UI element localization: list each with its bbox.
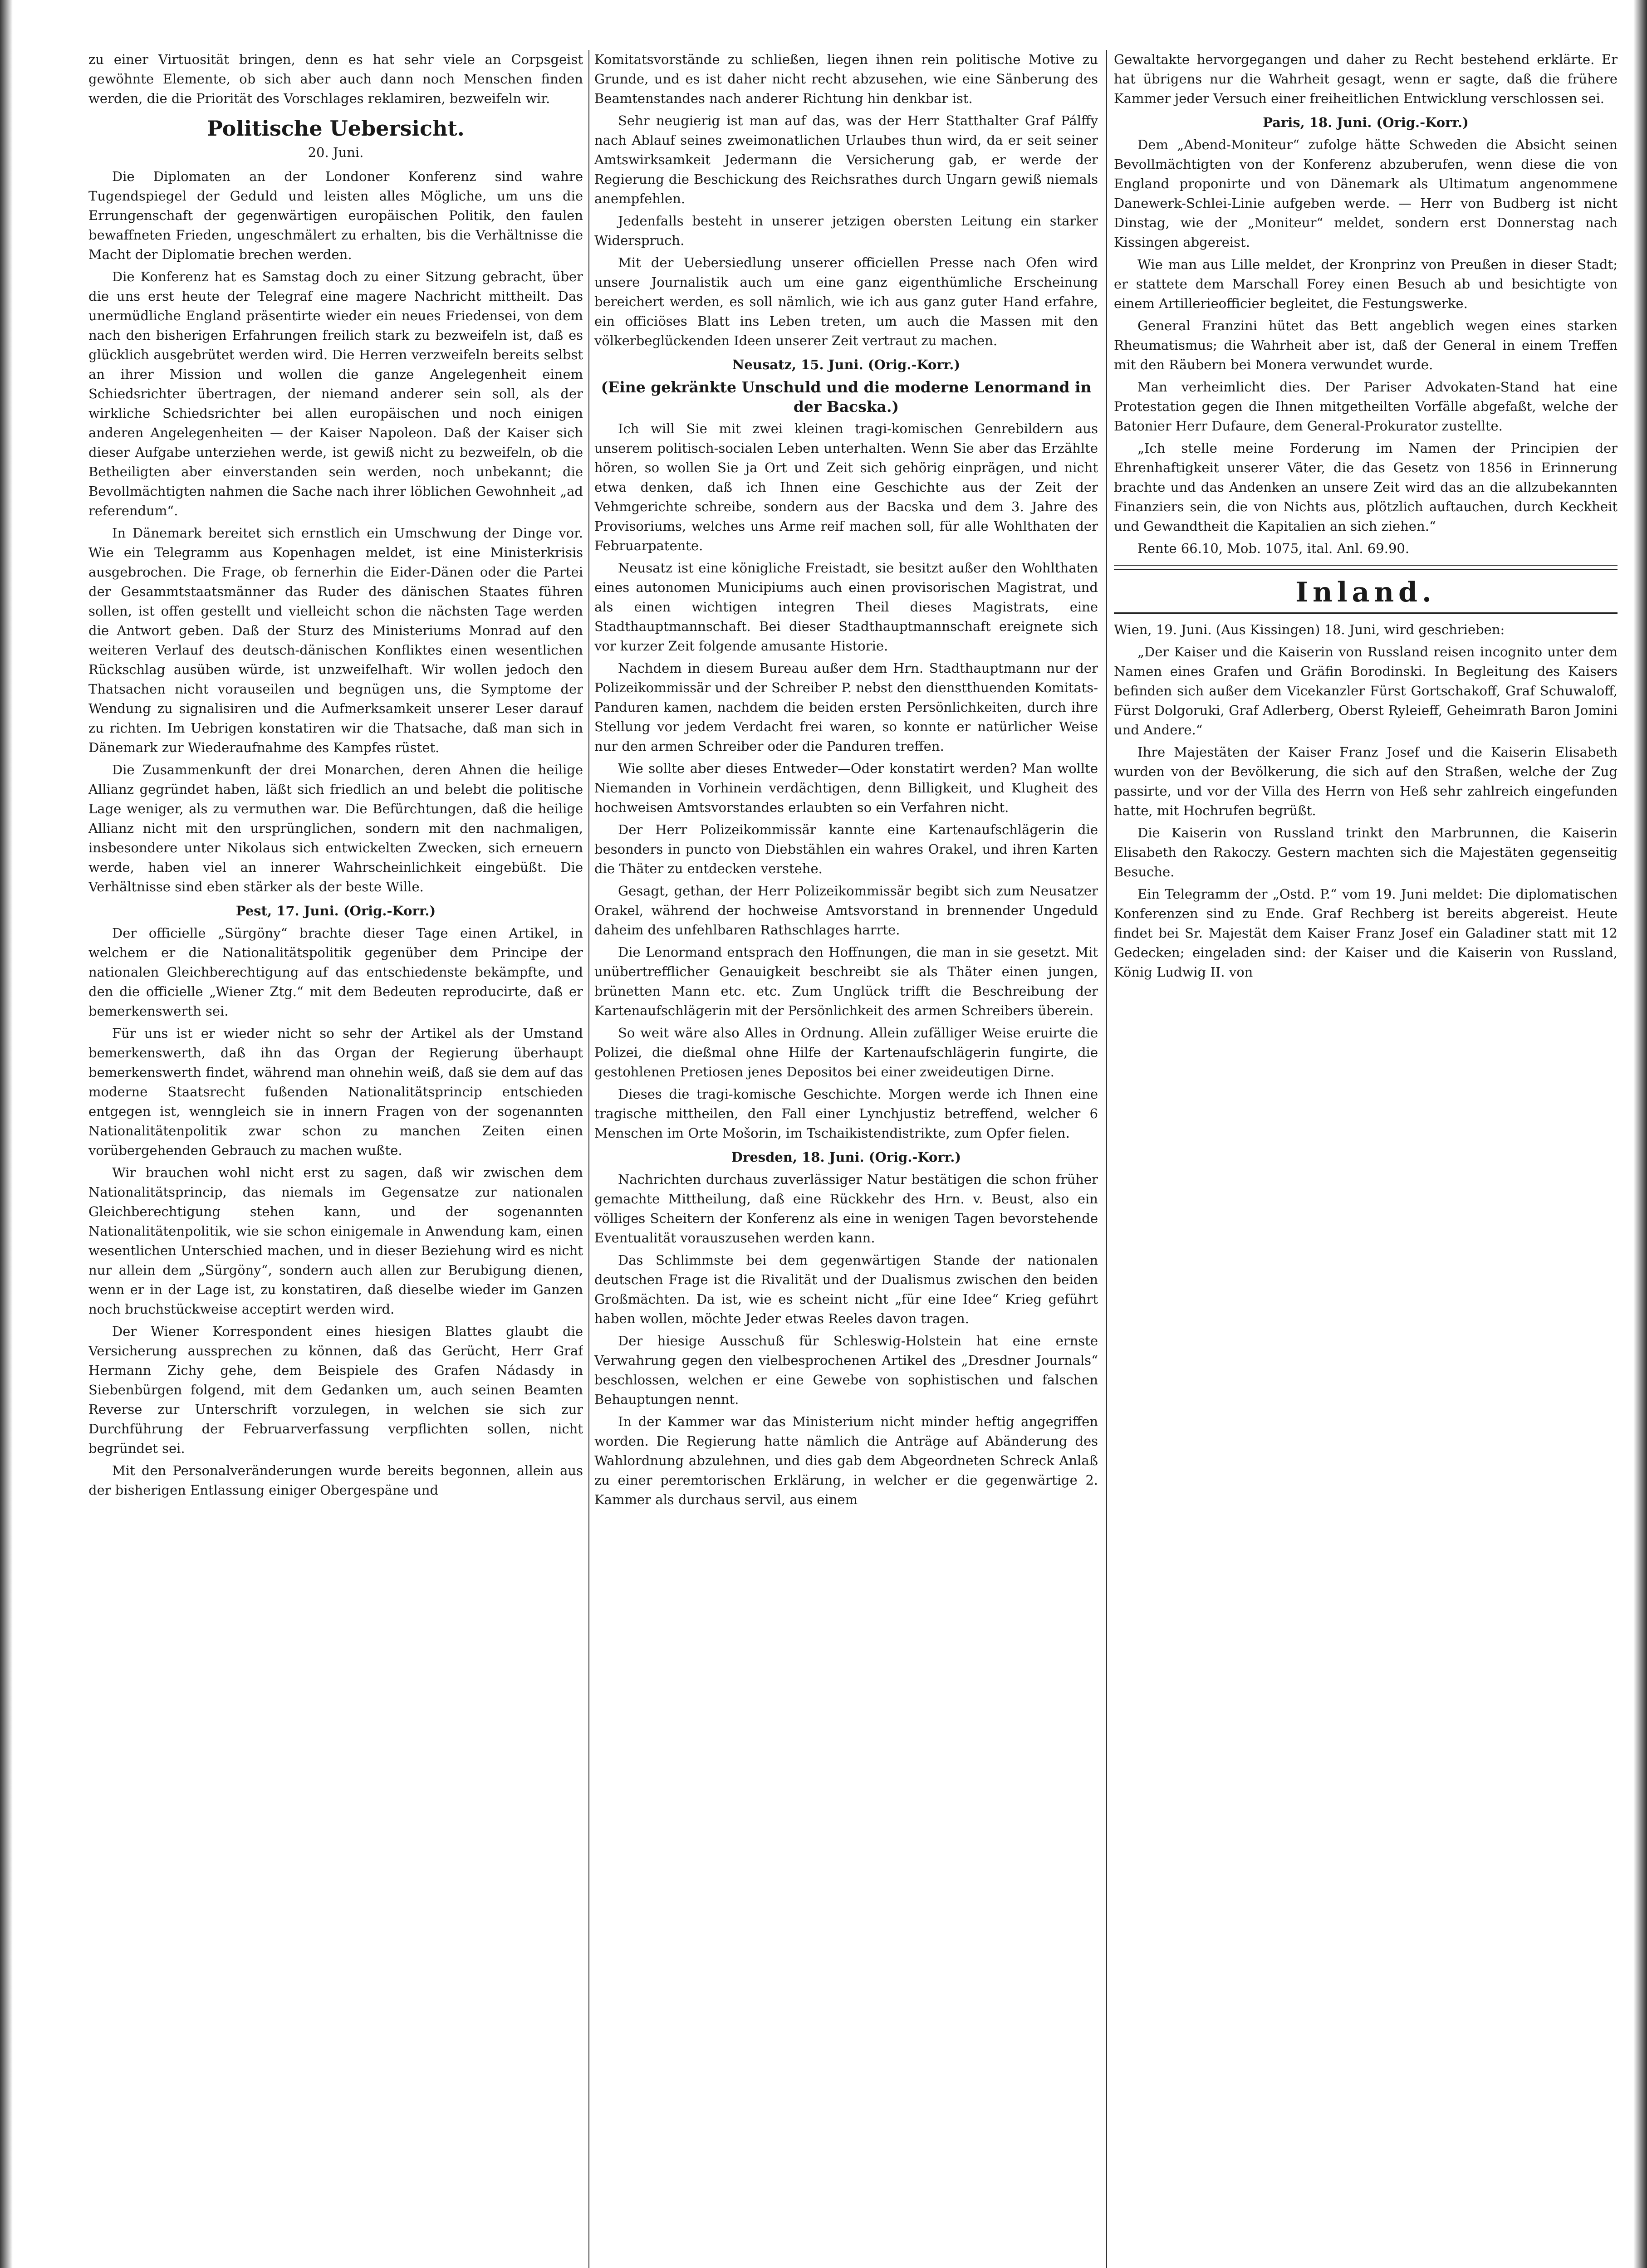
paragraph: Der officielle „Sürgöny“ brachte dieser Tage einen Artikel, in welchem er die Nationalitätspolitik gegenüber dem Principe der nationalen Gleichberechtigung auf das entschiedenste bekämpfte, und den die officielle „Wiener Ztg.“ mit dem Bedeuten reproducirte, daß er bemerkenswerth sei. bbox=[88, 925, 583, 1019]
section-divider bbox=[1114, 565, 1618, 570]
paragraph: „Der Kaiser und die Kaiserin von Russland reisen incognito unter dem Namen eines Grafen und Gräfin Borodinski. In Begleitung des Kaisers befinden sich außer dem Vicekanzler Fürst Gortschakoff, Graf Schuwaloff, Fürst Dolgoruki, Graf Adlerberg, Oberst Ryleieff, Geheimrath Baron Jomini und Andere.“ bbox=[1114, 644, 1618, 738]
paragraph: Man verheimlicht dies. Der Pariser Advokaten-Stand hat eine Protestation gegen die Ihnen mitgetheilten Vorfälle abgefaßt, welche der Batonier Herr Dufaure, dem General-Prokurator zustellte. bbox=[1114, 379, 1618, 434]
paragraph: Wie man aus Lille meldet, der Kronprinz von Preußen in dieser Stadt; er stattete dem Marschall Forey einen Besuch ab und besichtigte von einem Artillerieofficier begleitet, die Festungswerke. bbox=[1114, 257, 1618, 311]
dateline-wien: Wien, 19. Juni. (Aus Kissingen) 18. Juni, wird geschrieben: bbox=[1114, 622, 1505, 637]
paragraph: Mit den Personalveränderungen wurde bereits begonnen, allein aus der bisherigen Entlassung einiger Obergespäne und bbox=[88, 1463, 583, 1498]
paragraph: Dieses die tragi-komische Geschichte. Morgen werde ich Ihnen eine tragische mittheilen, den Fall einer Lynchjustiz betreffend, welcher 6 Menschen im Orte Mošorin, im Tschaikistendistrikte, zum Opfer fielen. bbox=[594, 1086, 1098, 1141]
paragraph: Das Schlimmste bei dem gegenwärtigen Stande der nationalen deutschen Frage ist die Rivalität und der Dualismus zwischen den beiden Großmächten. Da ist, wie es scheint nicht „für eine Idee“ Krieg geführt haben wollen, möchte Jeder etwas Reeles davon tragen. bbox=[594, 1252, 1098, 1326]
column-1 bbox=[88, 50, 583, 2268]
dateline-neusatz: Neusatz, 15. Juni. (Orig.-Korr.) bbox=[732, 357, 961, 372]
paragraph: Neusatz ist eine königliche Freistadt, sie besitzt außer den Wohlthaten eines autonomen Municipiums auch einen provisorischen Magistrat, und als einen wichtigen integren Theil dieses Magistrats, eine Stadthauptmannschaft. Bei dieser Stadthauptmannschaft ereignete sich vor kurzer Zeit folgende amusante Historie. bbox=[594, 560, 1098, 654]
paragraph: Jedenfalls besteht in unserer jetzigen obersten Leitung ein starker Widerspruch. bbox=[594, 213, 1098, 248]
dateline-dresden: Dresden, 18. Juni. (Orig.-Korr.) bbox=[731, 1149, 961, 1165]
scan-edge-right bbox=[1633, 0, 1647, 2268]
paragraph: Der hiesige Ausschuß für Schleswig-Holstein hat eine ernste Verwahrung gegen den vielbesprochenen Artikel des „Dresdner Journals“ beschlossen, welchen er eine Gewebe von sophistischen und falschen Behauptungen nennt. bbox=[594, 1333, 1098, 1407]
paragraph: Die Lenormand entsprach den Hoffnungen, die man in sie gesetzt. Mit unübertrefflicher Genauigkeit beschreibt sie als Thäter einen jungen, brünetten Mann etc. etc. Zum Unglück trifft die Beschreibung der Kartenaufschlägerin mit der Persönlichkeit des armen Schreibers überein. bbox=[594, 944, 1098, 1018]
scan-edge-left bbox=[0, 0, 13, 2268]
paragraph: Die Kaiserin von Russland trinkt den Marbrunnen, die Kaiserin Elisabeth den Rakoczy. Gestern machten sich die Majestäten gegenseitig Besuche. bbox=[1114, 825, 1618, 880]
paragraph: In Dänemark bereitet sich ernstlich ein Umschwung der Dinge vor. Wie ein Telegramm aus Kopenhagen meldet, ist eine Ministerkrisis ausgebrochen. Die Frage, ob fernerhin die Eider-Dänen oder die Partei der Gesammtstaatsmänner das Ruder des dänischen Staates führen sollen, ist offen gestellt und vielleicht schon die nächsten Tage werden die Antwort geben. Daß der Sturz des Ministeriums Monrad auf den weiteren Verlauf des deutsch-dänischen Konfliktes einen wesentlichen Rückschlag ausüben würde, ist unzweifelhaft. Wir wollen jedoch den Thatsachen nicht vorauseilen und begnügen uns, die Symptome der Wendung zu signalisiren und die Aufmerksamkeit unserer Leser darauf zu richten. Im Uebrigen konstatiren wir die Thatsache, daß man sich in Dänemark zur Wiederaufnahme des Kampfes rüstet. bbox=[88, 525, 583, 755]
paragraph: Ein Telegramm der „Ostd. P.“ vom 19. Juni meldet: Die diplomatischen Konferenzen sind zu Ende. Graf Rechberg ist bereits abgereist. Heute findet bei Sr. Majestät dem Kaiser Franz Josef ein Galadiner statt mit 12 Gedecken; eingeladen sind: der Kaiser und die Kaiserin von Russland, König Ludwig II. von bbox=[1114, 886, 1618, 980]
paragraph: Mit der Uebersiedlung unserer officiellen Presse nach Ofen wird unsere Journalistik auch um eine ganz eigenthümliche Erscheinung bereichert werden, es soll nämlich, wie ich aus ganz guter Hand erfahre, ein officiöses Blatt ins Leben treten, um auch die Massen mit den völkerbeglückenden Ideen unserer Zeit vertraut zu machen. bbox=[594, 255, 1098, 348]
paragraph: Dem „Abend-Moniteur“ zufolge hätte Schweden die Absicht seinen Bevollmächtigten von der Konferenz abzuberufen, wenn diese die von England proponirte und von Dänemark als Ultimatum angenommene Danewerk-Schlei-Linie aufgeben werde. — Herr von Budberg ist nicht Dinstag, wie der „Moniteur“ meldet, sondern erst Donnerstag nach Kissingen abgereist. bbox=[1114, 137, 1618, 250]
column-rule-2 bbox=[1106, 50, 1107, 2268]
paragraph: Rente 66.10, Mob. 1075, ital. Anl. 69.90. bbox=[1137, 541, 1410, 556]
paragraph: zu einer Virtuosität bringen, denn es hat sehr viele an Corpsgeist gewöhnte Elemente, ob sich aber auch dann noch Menschen finden werden, die die Priorität des Vorschlages reklamiren, bezweifeln wir. bbox=[88, 52, 583, 106]
paragraph: Wir brauchen wohl nicht erst zu sagen, daß wir zwischen dem Nationalitätsprincip, das niemals im Gegensatze zur nationalen Gleichberechtigung stehen kann, und der sogenannten Nationalitätenpolitik, wie sie schon einigemale in Anwendung kam, einen wesentlichen Unterschied machen, und in dieser Beziehung wird es nicht nur allein dem „Sürgöny“, sondern auch allen zur Berubigung dienen, wenn er in der Lage ist, zu konstatiren, daß dieselbe wieder im Ganzen noch bruchstückweise acceptirt werden wird. bbox=[88, 1165, 583, 1317]
paragraph: Nachdem in diesem Bureau außer dem Hrn. Stadthauptmann nur der Polizeikommissär und der Schreiber P. nebst den dienstthuenden Komitats-Panduren kamen, nachdem die beiden ersten Persönlichkeiten, durch ihre Stellung vor jedem Verdacht frei waren, so konnte er natürlicher Weise nur den armen Schreiber oder die Panduren treffen. bbox=[594, 660, 1098, 754]
section-title-inland: Inland. bbox=[1295, 577, 1436, 608]
dateline-pest: Pest, 17. Juni. (Orig.-Korr.) bbox=[235, 903, 436, 919]
dateline-paris: Paris, 18. Juni. (Orig.-Korr.) bbox=[1263, 115, 1469, 130]
paragraph: „Ich stelle meine Forderung im Namen der Principien der Ehrenhaftigkeit unserer Väter, die das Gesetz von 1856 in Erinnerung brachte und das Andenken an unsere Zeit wird das an die allzubekannten Finanziers sein, die von Nichts aus, plötzlich auftauchen, durch Keckheit und Gewandtheit die Kapitalien an sich ziehen.“ bbox=[1114, 440, 1618, 534]
paragraph: Gewaltakte hervorgegangen und daher zu Recht bestehend erklärte. Er hat übrigens nur die Wahrheit gesagt, wenn er sagte, daß die frühere Kammer jeder Versuch einer freiheitlichen Entwicklung verschlossen sei. bbox=[1114, 52, 1618, 106]
paragraph: Wie sollte aber dieses Entweder—Oder konstatirt werden? Man wollte Niemanden in Vorhinein verdächtigen, denn Billigkeit, und Klugheit des hochweisen Amtsvorstandes erlaubten so ein Verfahren nicht. bbox=[594, 761, 1098, 815]
section-divider bbox=[1114, 612, 1618, 614]
paragraph: Die Diplomaten an der Londoner Konferenz sind wahre Tugendspiegel der Geduld und leisten alles Mögliche, um uns die Errungenschaft der gegenwärtigen europäischen Politik, den faulen bewaffneten Frieden, ungeschmälert zu erhalten, bis die Verhältnisse die Macht der Diplomatie brechen werden. bbox=[88, 169, 583, 262]
paragraph: Die Zusammenkunft der drei Monarchen, deren Ahnen die heilige Allianz gegründet haben, läßt sich friedlich an und belebt die politische Lage weniger, als zu vermuthen war. Die Befürchtungen, daß die heilige Allianz nicht mit den ursprünglichen, sondern mit den nachmaligen, insbesondere unter Nikolaus sich entwickelten Zwecken, sich erneuern werde, haben viel an innerer Wahrscheinlichkeit eingebüßt. Die Verhältnisse sind eben stärker als der beste Wille. bbox=[88, 762, 583, 894]
section-title-politische-uebersicht: Politische Uebersicht. bbox=[207, 116, 465, 141]
paragraph: Die Konferenz hat es Samstag doch zu einer Sitzung gebracht, über die uns erst heute der Telegraf eine magere Nachricht mittheilt. Das unermüdliche England präsentirte wieder ein neues Friedensei, von dem nach den bisherigen Erfahrungen freilich stark zu bezweifeln ist, daß es glücklich ausgebrütet werden wird. Die Herren verzweifeln bereits selbst an ihrer Mission und wollen die ganze Angelegenheit einem Schiedsrichter übertragen, der niemand anderer sein soll, als der wirkliche Schiedsrichter bei allen europäischen und noch einigen anderen Angelegenheiten — der Kaiser Napoleon. Daß der Kaiser sich dieser Aufgabe unterziehen werde, ist gewiß nicht zu bezweifeln, ob die Betheiligten aber einverstanden sein werden, noch unbekannt; die Bevollmächtigten nahmen die Sache nach ihrer löblichen Gewohnheit „ad referendum“. bbox=[88, 269, 583, 518]
paragraph: In der Kammer war das Ministerium nicht minder heftig angegriffen worden. Die Regierung hatte nämlich die Anträge auf Abänderung des Wahlordnung abzulehnen, und dies gab dem Abgeordneten Schreck Anlaß zu einer peremtorischen Erklärung, in welcher er die gegenwärtige 2. Kammer als durchaus servil, aus einem bbox=[594, 1414, 1098, 1507]
paragraph: So weit wäre also Alles in Ordnung. Allein zufälliger Weise eruirte die Polizei, die dießmal ohne Hilfe der Kartenaufschlägerin fungirte, die gestohlenen Pretiosen jenes Depositos bei einer zweideutigen Dirne. bbox=[594, 1025, 1098, 1080]
paragraph: Nachrichten durchaus zuverlässiger Natur bestätigen die schon früher gemachte Mittheilung, daß eine Rückkehr des Hrn. v. Beust, also ein völliges Scheitern der Konferenz als eine in wenigen Tagen bevorstehende Eventualität vorauszusehen werden kann. bbox=[594, 1172, 1098, 1246]
paragraph: Für uns ist er wieder nicht so sehr der Artikel als der Umstand bemerkenswerth, daß ihn das Organ der Regierung überhaupt bemerkenswerth findet, während man ohnehin weiß, daß sie dem auf das moderne Staatsrecht fußenden Nationalitätsprincip entschieden entgegen ist, wenngleich sie in innern Fragen von der sogenannten Nationalitätenpolitik zwar schon zu manchen Zeiten einen vorübergehenden Gebrauch zu machen wußte. bbox=[88, 1026, 583, 1158]
paragraph: Komitatsvorstände zu schließen, liegen ihnen rein politische Motive zu Grunde, und es ist daher nicht recht abzusehen, wie eine Sänberung des Beamtenstandes nach anderer Richtung hin denkbar ist. bbox=[594, 52, 1098, 106]
section-date: 20. Juni. bbox=[308, 145, 364, 160]
column-2 bbox=[594, 50, 1098, 2268]
paragraph: Ich will Sie mit zwei kleinen tragi-komischen Genrebildern aus unserem politisch-socialen Leben unterhalten. Wenn Sie aber das Erzählte hören, so wollen Sie ja Ort und Zeit sich gehörig einprägen, und nicht etwa denken, daß ich Ihnen eine Geschichte aus der Zeit der Vehmgerichte schreibe, sondern aus der Bacska und dem 3. Jahre des Provisoriums, welches uns Arme reif machen soll, für alle Wohlthaten der Februarpatente. bbox=[594, 421, 1098, 553]
paragraph: Ihre Majestäten der Kaiser Franz Josef und die Kaiserin Elisabeth wurden von der Bevölkerung, die sich auf den Straßen, welche der Zug passirte, und vor der Villa des Herrn von Heß sehr zahlreich eingefunden hatte, mit Hochrufen begrüßt. bbox=[1114, 744, 1618, 818]
paragraph: Gesagt, gethan, der Herr Polizeikommissär begibt sich zum Neusatzer Orakel, während der hochweise Amtsvorstand in brennender Ungeduld daheim des unfehlbaren Rathschlages harrte. bbox=[594, 883, 1098, 938]
paragraph: Sehr neugierig ist man auf das, was der Herr Statthalter Graf Pálffy nach Ablauf seines zweimonatlichen Urlaubes thun wird, da er seit seiner Amtswirksamkeit Jedermann die Versicherung gab, er werde der Regierung die Beschickung des Reichsrathes durch Ungarn gewiß niemals anempfehlen. bbox=[594, 113, 1098, 206]
paragraph: General Franzini hütet das Bett angeblich wegen eines starken Rheumatismus; die Wahrheit aber ist, daß der General in einem Treffen mit den Räubern bei Monera verwundet wurde. bbox=[1114, 318, 1618, 372]
article-subhead: (Eine gekränkte Unschuld und die moderne Lenormand in der Bacska.) bbox=[601, 378, 1092, 415]
paragraph: Der Wiener Korrespondent eines hiesigen Blattes glaubt die Versicherung aussprechen zu können, daß das Gerücht, Herr Graf Hermann Zichy gehe, dem Beispiele des Grafen Nádasdy in Siebenbürgen folgend, mit dem Gedanken um, auch seinen Beamten Reverse zur Unterschrift vorzulegen, in welchen sie sich zur Durchführung der Februarverfassung verpflichten sollen, nicht begründet sei. bbox=[88, 1324, 583, 1456]
paragraph: Der Herr Polizeikommissär kannte eine Kartenaufschlägerin die besonders in puncto von Diebstählen ein wahres Orakel, und ihren Karten die Thäter zu entdecken verstehe. bbox=[594, 822, 1098, 876]
column-3 bbox=[1114, 50, 1618, 2268]
column-rule-1 bbox=[588, 50, 589, 2268]
